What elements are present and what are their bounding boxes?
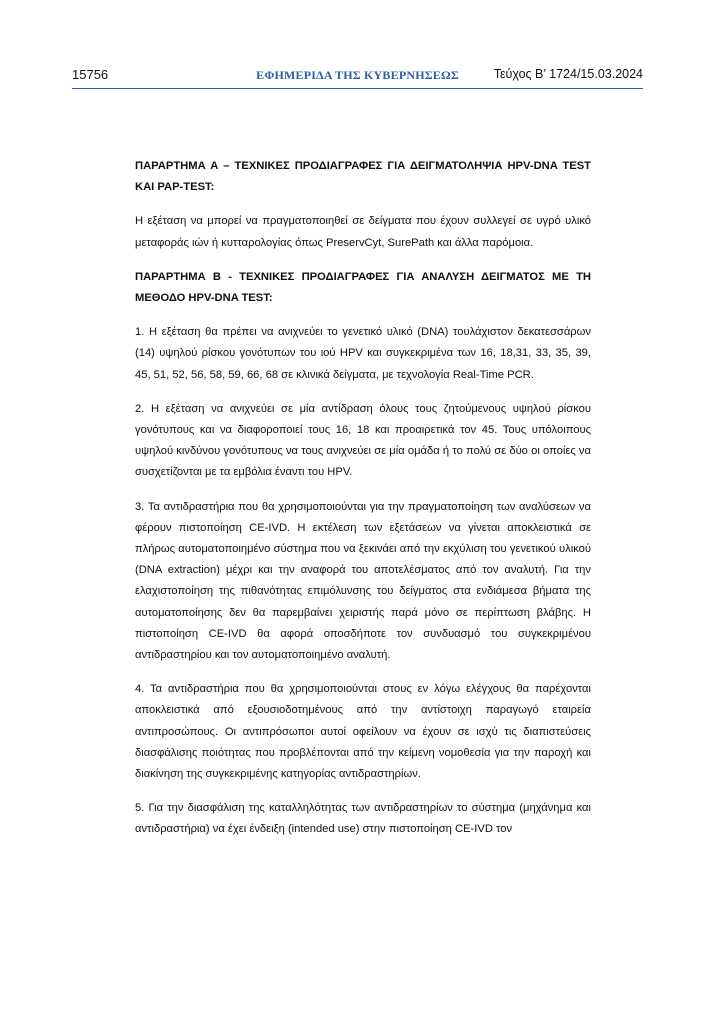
annex-a-paragraph: Η εξέταση να μπορεί να πραγματοποιηθεί σε δείγματα που έχουν συλλεγεί σε υγρό υλικό μεταφοράς ιών ή κυτταρολογίας όπως PreservCyt, SurePath και άλλα παρόμοια. — [135, 215, 591, 249]
annex-b-heading: ΠΑΡΑΡΤΗΜΑ Β - ΤΕΧΝΙΚΕΣ ΠΡΟΔΙΑΓΡΑΦΕΣ ΓΙΑ ΑΝΑΛΥΣΗ ΔΕΙΓΜΑΤΟΣ ΜΕ ΤΗ ΜΕΘΟΔΟ HPV-DNA TEST: — [135, 270, 591, 305]
issue-reference: Τεύχος Β’ 1724/15.03.2024 — [493, 67, 643, 81]
annex-b-item-1: 1. Η εξέταση θα πρέπει να ανιχνεύει το γενετικό υλικό (DNA) τουλάχιστον δεκατεσσάρων (14) υψηλού ρίσκου γονότυπων του ιού HPV και συγκεκριμένα των 16, 18,31, 33, 35, 39, 45, 51, 52, 56, 58, 59, 66, 68 σε κλινικά δείγματα, με τεχνολογία Real-Time PCR. — [135, 326, 591, 381]
page-header — [72, 66, 643, 89]
gazette-title: ΕΦΗΜΕΡΙΔΑ ΤΗΣ ΚΥΒΕΡΝΗΣΕΩΣ — [256, 68, 459, 82]
document-body — [135, 156, 591, 841]
annex-b-item-4: 4. Τα αντιδραστήρια που θα χρησιμοποιούνται στους εν λόγω ελέγχους θα παρέχονται αποκλειστικά από εξουσιοδοτημένους από την αντίστοιχη παραγωγό εταιρεία αντιπροσώπους. Οι αντιπρόσωποι αυτοί οφείλουν να έχουν σε ισχύ τις διαπιστεύσεις διασφάλισης ποιότητας που προβλέπονται από την κείμενη νομοθεσία για την παροχή και διακίνηση της συγκεκριμένης κατηγορίας αντιδραστηρίων. — [135, 683, 591, 781]
page-number: 15756 — [72, 67, 109, 82]
annex-b-item-2: 2. Η εξέταση να ανιχνεύει σε μία αντίδραση όλους τους ζητούμενους υψηλού ρίσκου γονότυπους και να διαφοροποιεί τους 16, 18 και προαιρετικά τον 45. Τους υπόλοιπους υψηλού κινδύνου γονότυπους να τους ανιχνεύει σε μία ομάδα ή το πολύ σε δύο οι οποίες να συσχετίζονται με τα εμβόλια έναντι του HPV. — [135, 402, 591, 479]
annex-b-item-3: 3. Τα αντιδραστήρια που θα χρησιμοποιούνται για την πραγματοποίηση των αναλύσεων να φέρουν πιστοποίηση CE-IVD. Η εκτέλεση των εξετάσεων να γίνεται αποκλειστικά σε πλήρως αυτοματοποιημένο σύστημα που να ξεκινάει από την εκχύλιση του γενετικού υλικού (DNA extraction) μέχρι και την αναφορά του αποτελέσματος από τον αναλυτή. Για την ελαχιστοποίηση της πιθανότητας επιμόλυνσης του δείγματος στα ενδιάμεσα βήματα της αυτοματοποίησης δεν θα παρεμβαίνει χειριστής παρά μόνο σε περίπτωση βλάβης. Η πιστοποίηση CE-IVD θα αφορά οποσδήποτε τον συνδυασμό του συγκεκριμένου αντιδραστηρίου και τον αυτοματοποιημένο αναλυτή. — [135, 500, 591, 662]
annex-b-item-5: 5. Για την διασφάλιση της καταλληλότητας των αντιδραστηρίων το σύστημα (μηχάνημα και αντιδραστήρια) να έχει ένδειξη (intended use) στην πιστοποίηση CE-IVD τον — [135, 802, 591, 836]
annex-a-heading: ΠΑΡΑΡΤΗΜΑ Α – ΤΕΧΝΙΚΕΣ ΠΡΟΔΙΑΓΡΑΦΕΣ ΓΙΑ ΔΕΙΓΜΑΤΟΛΗΨΙΑ HPV-DNA TEST ΚΑΙ PAP-TEST: — [135, 160, 591, 194]
